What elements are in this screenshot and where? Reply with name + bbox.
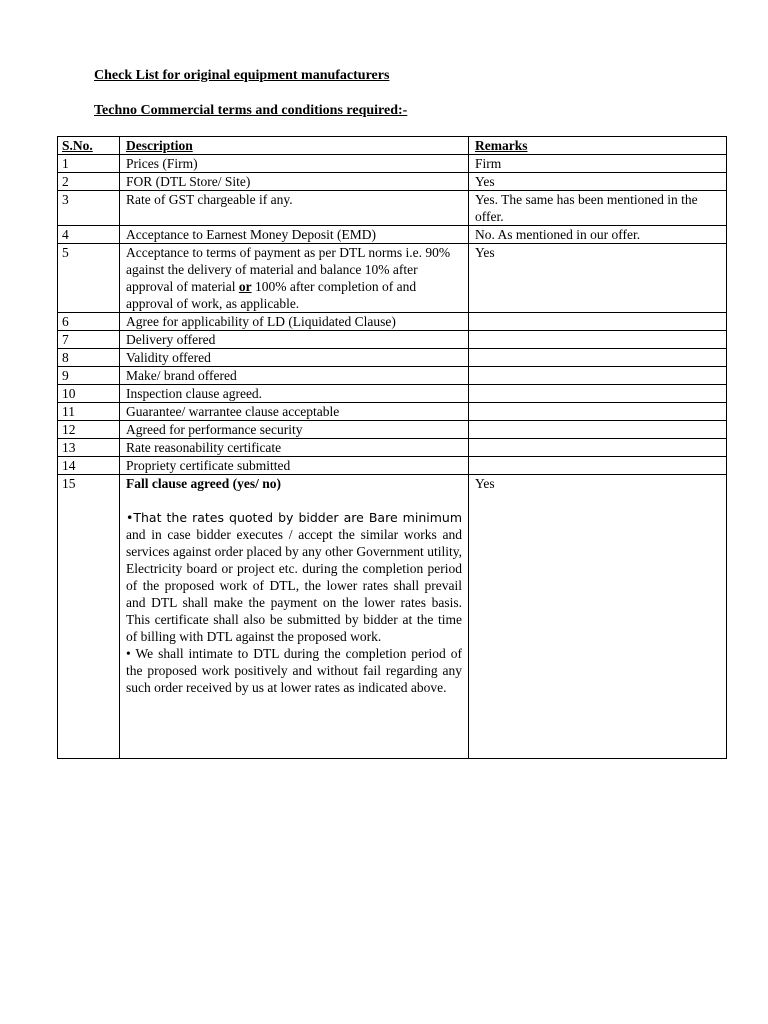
row-description: Rate of GST chargeable if any. [120, 191, 469, 226]
row-sno: 9 [58, 367, 120, 385]
row-remarks: Yes [469, 475, 727, 759]
table-row [58, 331, 727, 349]
row-sno: 11 [58, 403, 120, 421]
document-title: Check List for original equipment manufacturers [94, 68, 390, 83]
row-sno: 15 [58, 475, 120, 759]
table-row [58, 421, 727, 439]
row-description: Prices (Firm) [120, 155, 469, 173]
description-text-part: 100% after completion of and approval of work, as applicable. [126, 279, 417, 311]
row-description: Delivery offered [120, 331, 469, 349]
spacer [126, 492, 462, 509]
row-description: Propriety certificate submitted [120, 457, 469, 475]
row-sno: 6 [58, 313, 120, 331]
row-remarks: Yes. The same has been mentioned in the offer. [469, 191, 727, 226]
row-description: Rate reasonability certificate [120, 439, 469, 457]
table-header-row [58, 137, 727, 155]
row-remarks: Yes [469, 173, 727, 191]
row-sno: 14 [58, 457, 120, 475]
fall-clause-paragraph-1 [126, 509, 462, 645]
row-description: Validity offered [120, 349, 469, 367]
or-emphasis: or [238, 279, 252, 294]
row-remarks [469, 403, 727, 421]
checklist-table [57, 136, 727, 759]
row-sno: 8 [58, 349, 120, 367]
table-row [58, 155, 727, 173]
row-description: Acceptance to Earnest Money Deposit (EMD) [120, 226, 469, 244]
row-remarks [469, 421, 727, 439]
row-sno: 1 [58, 155, 120, 173]
row-description: Inspection clause agreed. [120, 385, 469, 403]
row-remarks [469, 457, 727, 475]
table-row [58, 367, 727, 385]
row-remarks [469, 385, 727, 403]
row-description [120, 475, 469, 759]
row-remarks [469, 367, 727, 385]
row-description: Agreed for performance security [120, 421, 469, 439]
table-row [58, 349, 727, 367]
row-remarks [469, 331, 727, 349]
table-row [58, 439, 727, 457]
fall-clause-title: Fall clause agreed (yes/ no) [126, 476, 281, 491]
table-row [58, 385, 727, 403]
row-remarks [469, 313, 727, 331]
paragraph-lead-text: •That the rates quoted by bidder are Bare minimum [126, 510, 462, 525]
table-row [58, 457, 727, 475]
table-row [58, 313, 727, 331]
header-remarks: Remarks [469, 137, 727, 155]
row-sno: 13 [58, 439, 120, 457]
header-description: Description [120, 137, 469, 155]
document-subtitle: Techno Commercial terms and conditions required:- [94, 103, 408, 118]
row-remarks [469, 439, 727, 457]
row-description [120, 244, 469, 313]
row-sno: 3 [58, 191, 120, 226]
paragraph-body-text: and in case bidder executes / accept the similar works and services against order placed by any other Government utility, Electricity board or project etc. during the completion period of the proposed work of DTL, the lower rates shall prevail and DTL shall make the payment on the lower rates basis. This certificate shall also be submitted by bidder at the time of billing with DTL against the proposed work. [126, 527, 462, 644]
row-sno: 2 [58, 173, 120, 191]
row-description: Agree for applicability of LD (Liquidated Clause) [120, 313, 469, 331]
row-sno: 7 [58, 331, 120, 349]
row-remarks: Firm [469, 155, 727, 173]
table-row [58, 403, 727, 421]
table-row [58, 191, 727, 226]
row-sno: 10 [58, 385, 120, 403]
row-remarks [469, 349, 727, 367]
row-remarks: No. As mentioned in our offer. [469, 226, 727, 244]
row-sno: 12 [58, 421, 120, 439]
row-remarks: Yes [469, 244, 727, 313]
table-row [58, 173, 727, 191]
table-row [58, 244, 727, 313]
header-sno: S.No. [58, 137, 120, 155]
row-sno: 5 [58, 244, 120, 313]
table-row [58, 475, 727, 759]
row-description: FOR (DTL Store/ Site) [120, 173, 469, 191]
row-description: Guarantee/ warrantee clause acceptable [120, 403, 469, 421]
description-text-part: Acceptance to terms of payment as per DTL norms i.e. 90% against the delivery of material and balance 10% after approval of material [126, 245, 451, 294]
row-description: Make/ brand offered [120, 367, 469, 385]
fall-clause-paragraph-2: • We shall intimate to DTL during the completion period of the proposed work positively and without fail regarding any such order received by us at lower rates as indicated above. [126, 646, 462, 695]
table-row [58, 226, 727, 244]
row-sno: 4 [58, 226, 120, 244]
